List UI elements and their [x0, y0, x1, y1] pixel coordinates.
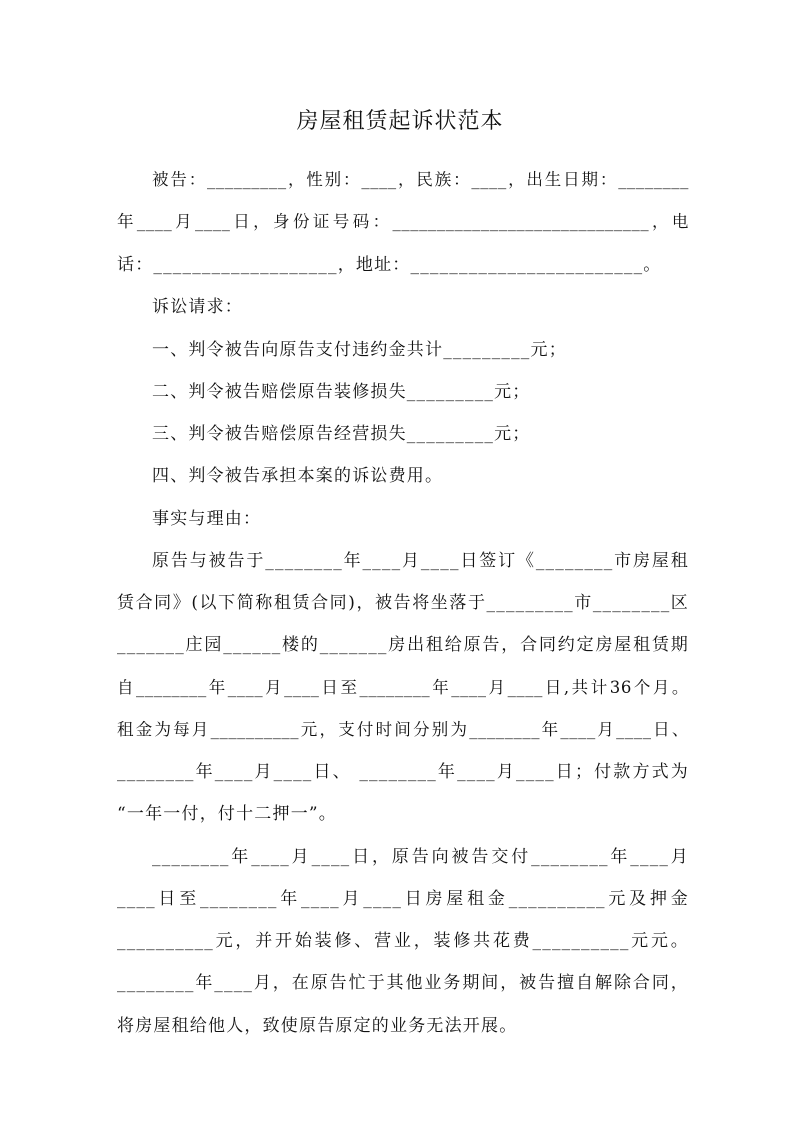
text-line: “一年一付，付十二押一”。	[117, 804, 337, 824]
text-line: 年____月____日，身份证号码：_____________________________，电	[117, 212, 689, 231]
text-line: 自________年____月____日至________年____月____日,共计36个月。	[117, 678, 689, 697]
text-line: 被告：_________，性别：____，民族：____，出生日期：________	[152, 170, 689, 189]
section-heading: 诉讼请求：	[152, 297, 243, 317]
document-title: 房屋租赁起诉状范本	[296, 109, 504, 134]
section-heading: 事实与理由：	[152, 509, 262, 529]
text-line: 租金为每月__________元，支付时间分别为________年____月____日、	[117, 720, 689, 739]
text-line: _______庄园______楼的_______房出租给原告，合同约定房屋租赁期	[117, 635, 689, 655]
text-line: 话：___________________，地址：________________________。	[117, 255, 662, 275]
text-line: ____日至________年____月____日房屋租金__________元及押金	[117, 889, 689, 909]
claim-item: 四、判令被告承担本案的诉讼费用。	[152, 466, 444, 486]
text-line: 原告与被告于________年____月____日签订《________市房屋租	[152, 551, 689, 571]
text-line: ________年____月____日，原告向被告交付________年____月	[152, 847, 689, 867]
claim-item: 二、判令被告赔偿原告装修损失_________元；	[152, 382, 531, 402]
claim-item: 三、判令被告赔偿原告经营损失_________元；	[152, 424, 531, 444]
text-line: 将房屋租给他人，致使原告原定的业务无法开展。	[117, 1016, 518, 1036]
text-line: ________年____月____日、 ________年____月____日；付款方式为	[117, 762, 689, 782]
claim-item: 一、判令被告向原告支付违约金共计_________元；	[152, 340, 567, 360]
text-line: __________元，并开始装修、营业，装修共花费__________元元。	[117, 931, 689, 951]
text-line: 赁合同》(以下简称租赁合同)，被告将坐落于_________市________区	[117, 593, 689, 613]
text-line: ________年____月，在原告忙于其他业务期间，被告擅自解除合同，	[117, 973, 689, 993]
